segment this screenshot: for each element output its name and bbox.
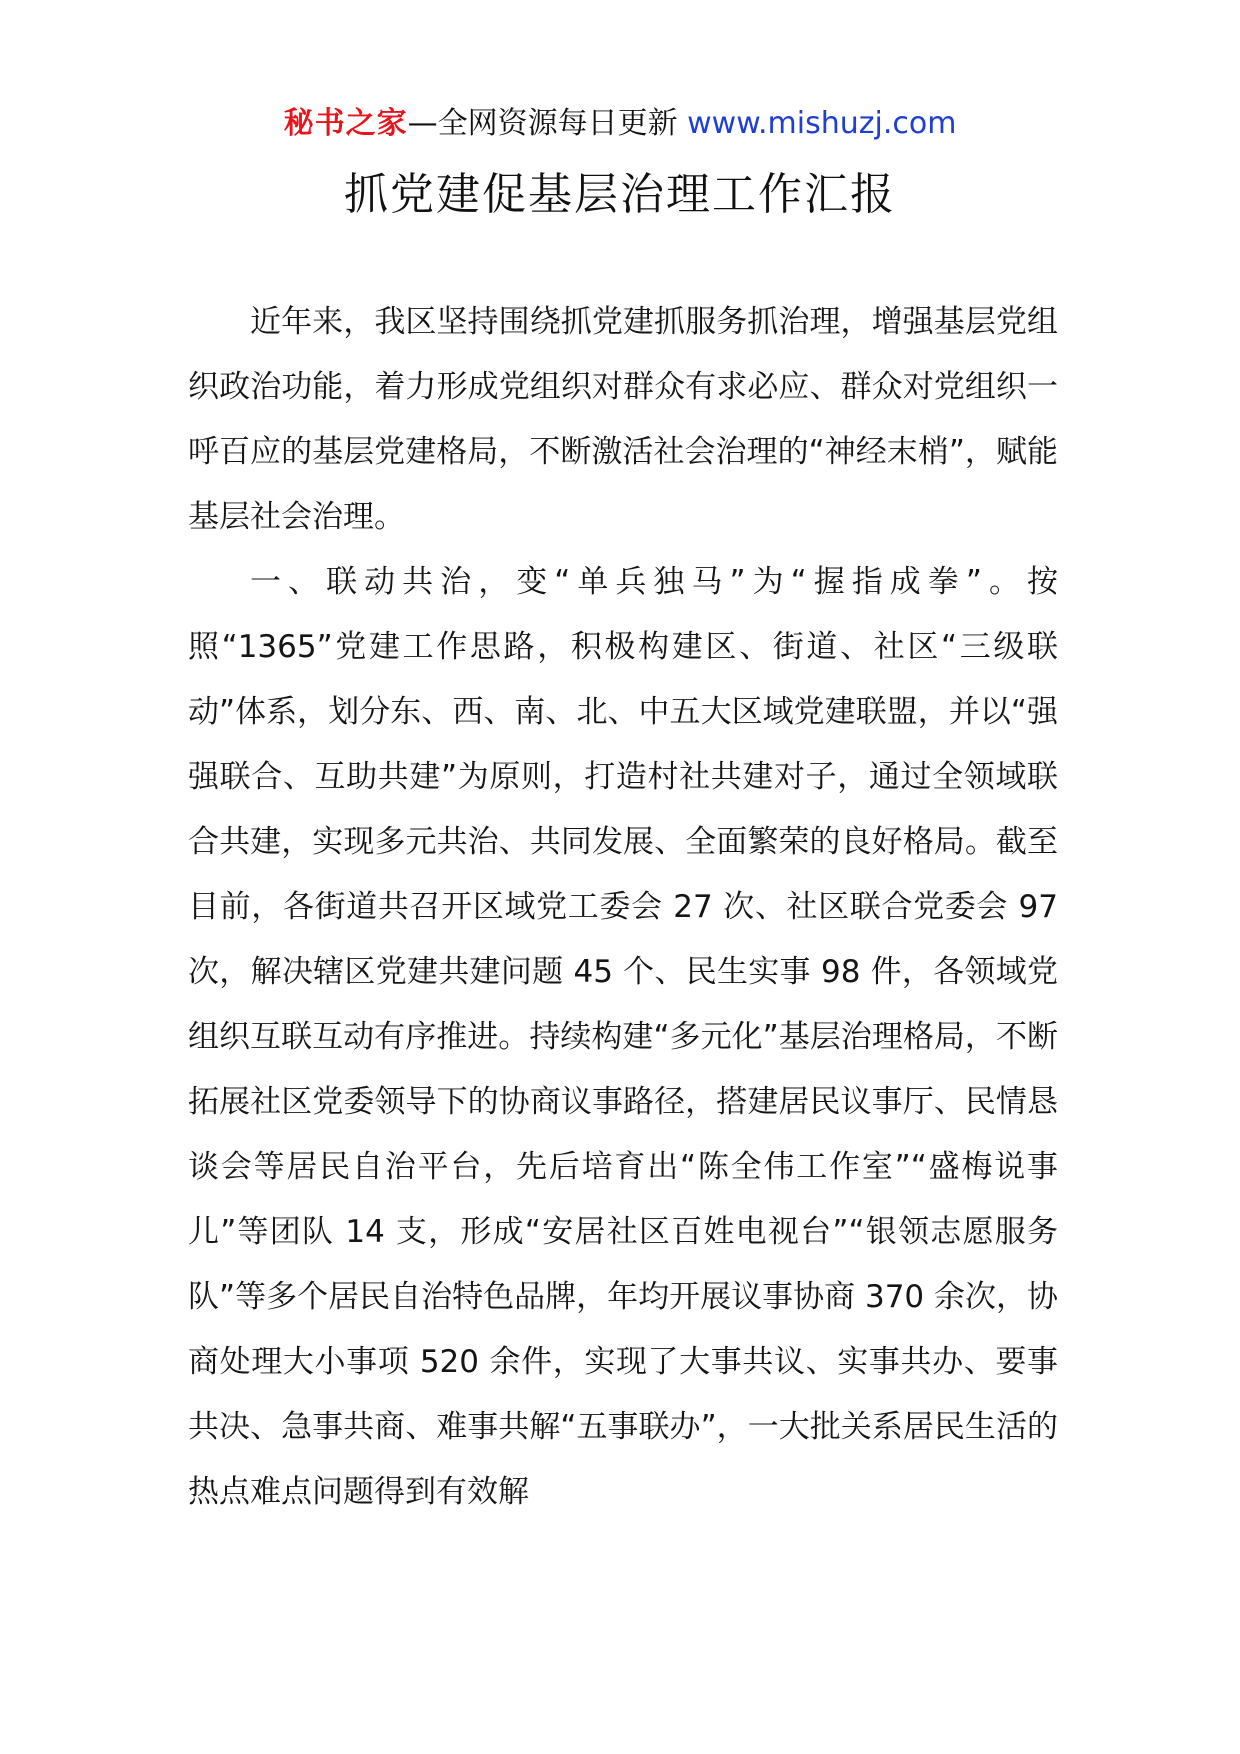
site-header-banner [0, 100, 1240, 148]
site-url-link[interactable]: www.mishuzj.com [687, 106, 957, 141]
document-body [188, 290, 1058, 1525]
paragraph-section-one [188, 550, 1058, 1525]
document-title: 抓党建促基层治理工作汇报 [344, 169, 896, 220]
brand-name: 秘书之家 [283, 106, 408, 141]
section-heading: 一、联动共治，变“单兵独马”为“握指成拳”。 [250, 564, 1027, 600]
paragraph-text: 近年来，我区坚持围绕抓党建抓服务抓治理，增强基层党组织政治功能，着力形成党组织对群众有求必应、群众对党组织一呼百应的基层党建格局，不断激活社会治理的“神经末梢”，赋能基层社会治理。 [188, 304, 1058, 535]
paragraph-text: 按照“1365”党建工作思路，积极构建区、街道、社区“三级联动”体系，划分东、西、南、北、中五大区域党建联盟，并以“强强联合、互助共建”为原则，打造村社共建对子，通过全领域联合共建，实现多元共治、共同发展、全面繁荣的良好格局。截至目前，各街道共召开区域党工委会 27 次、社区联合党委会 97 次，解决辖区党建共建问题 45 个、民生实事 98 件，各领域党组织互联互动有序推进。持续构建“多元化”基层治理格局，不断拓展社区党委领导下的协商议事路径，搭建居民议事厅、民情恳谈会等居民自治平台，先后培育出“陈全伟工作室”“盛梅说事儿”等团队 14 支，形成“安居社区百姓电视台”“银领志愿服务队”等多个居民自治特色品牌，年均开展议事协商 370 余次，协商处理大小事项 520 余件，实现了大事共议、实事共办、要事共决、急事共商、难事共解“五事联办”，一大批关系居民生活的热点难点问题得到有效解 [188, 564, 1058, 1510]
header-tagline: —全网资源每日更新 [407, 106, 688, 141]
paragraph-intro [188, 290, 1058, 550]
